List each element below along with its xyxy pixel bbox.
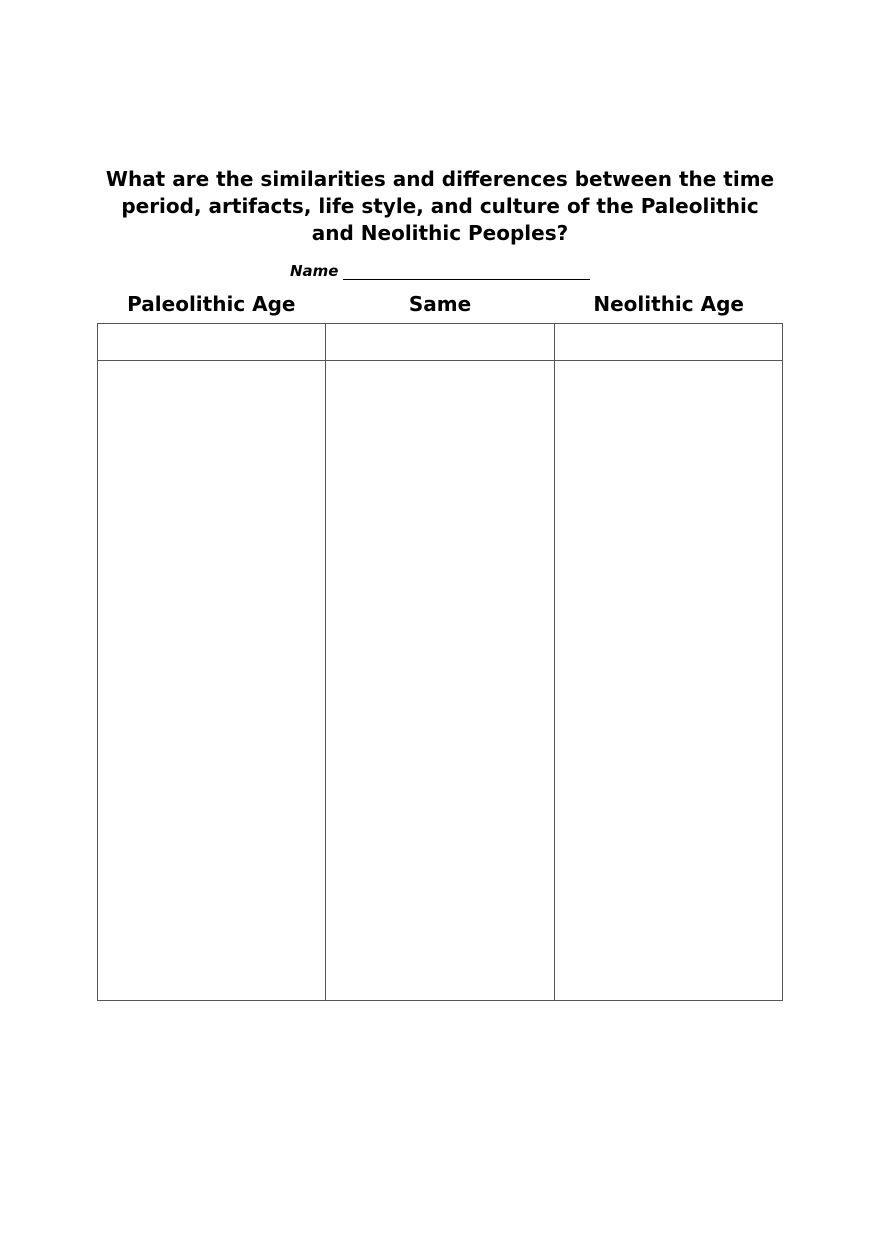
comparison-table	[97, 323, 783, 1001]
title-line: What are the similarities and differences between the time	[105, 167, 775, 191]
title-line: and Neolithic Peoples?	[311, 221, 569, 245]
table-cell-neolithic-body[interactable]	[554, 361, 782, 1001]
title-line: period, artifacts, life style, and culture of the Paleolithic	[121, 194, 759, 218]
table-cell-neolithic-top[interactable]	[554, 324, 782, 361]
table-row	[98, 324, 783, 361]
worksheet-title	[90, 166, 790, 247]
table-cell-paleolithic-top[interactable]	[98, 324, 326, 361]
table-cell-same-top[interactable]	[326, 324, 554, 361]
table-cell-paleolithic-body[interactable]	[98, 361, 326, 1001]
column-headers	[97, 291, 783, 317]
column-header-neolithic: Neolithic Age	[593, 292, 744, 316]
table-cell-same-body[interactable]	[326, 361, 554, 1001]
column-header-same: Same	[408, 292, 472, 316]
name-blank-line[interactable]	[343, 263, 590, 280]
name-label: Name	[290, 262, 339, 280]
table-row	[98, 361, 783, 1001]
name-field	[290, 258, 590, 280]
column-header-paleolithic: Paleolithic Age	[127, 292, 296, 316]
